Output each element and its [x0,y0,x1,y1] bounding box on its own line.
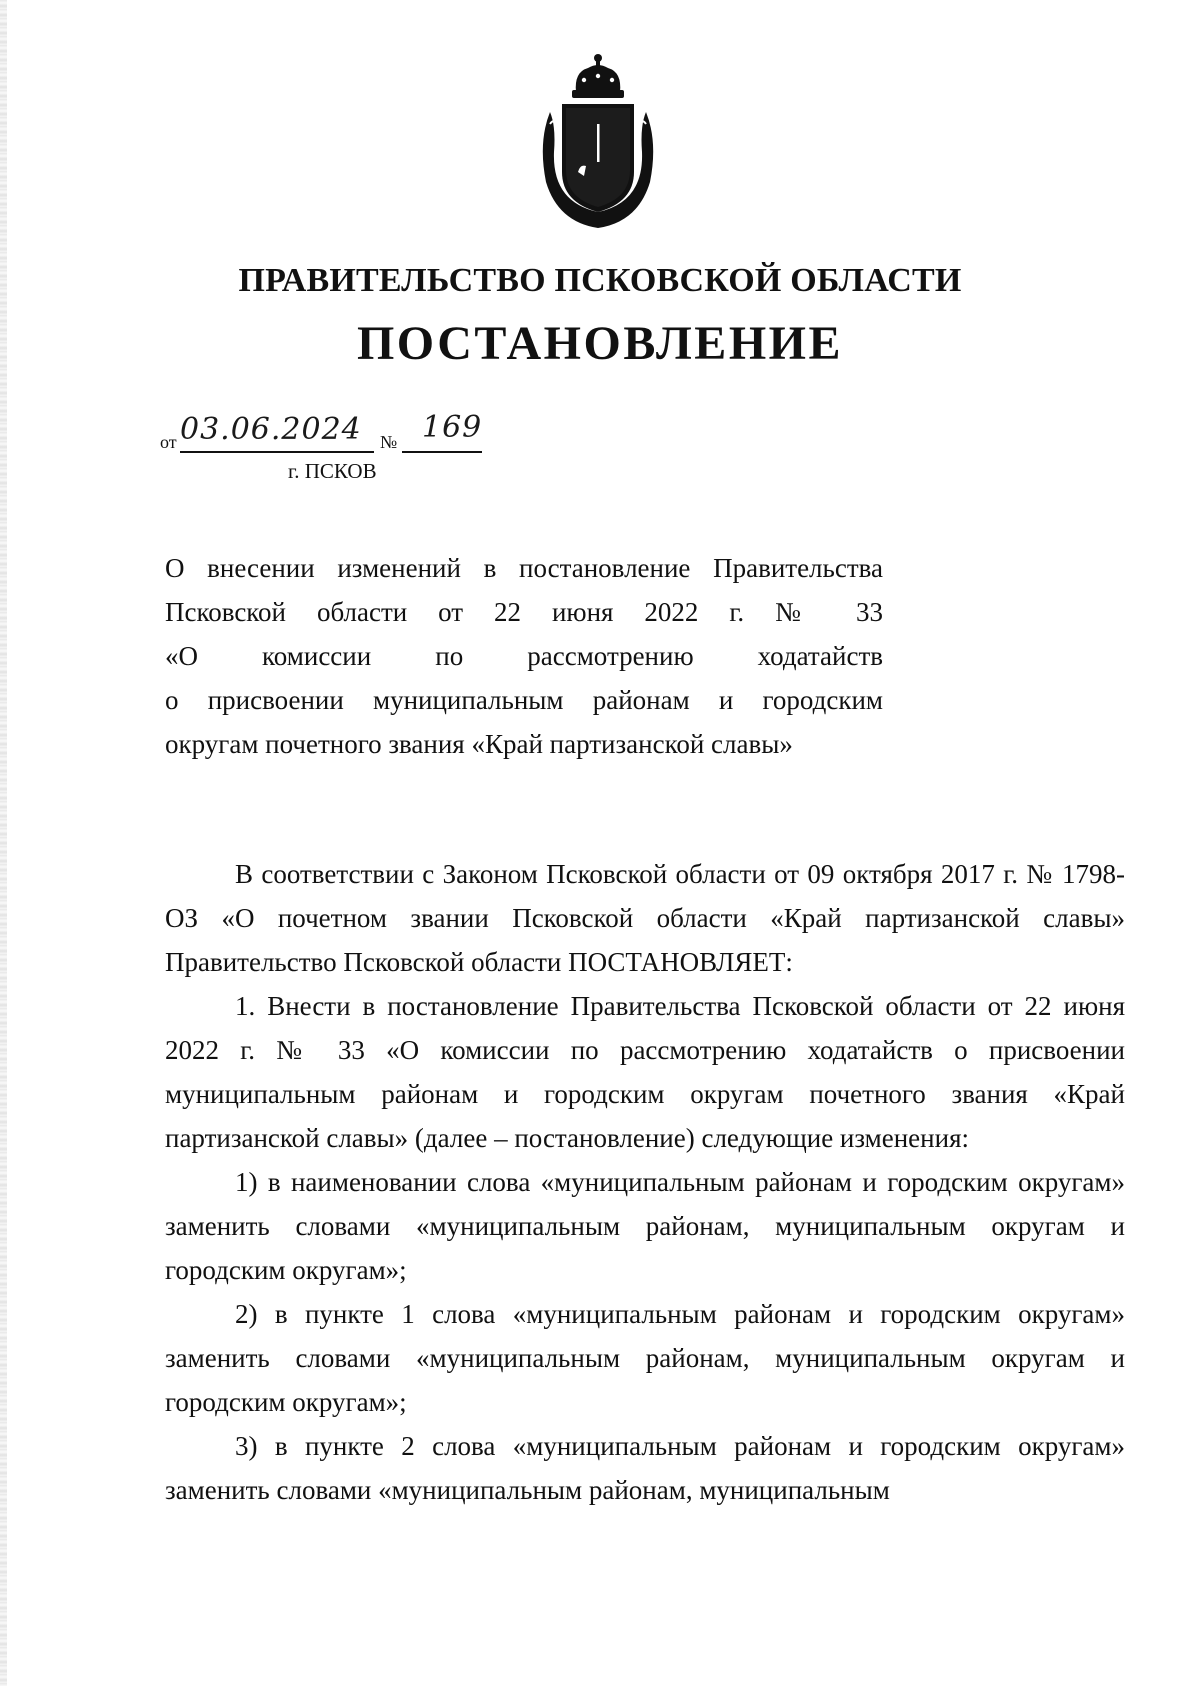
scan-edge [0,0,7,1686]
number-prefix: № [380,432,398,452]
document-body [165,852,1125,1512]
document-type-title: ПОСТАНОВЛЕНИЕ [356,317,844,370]
pskov-coat-of-arms-icon [528,52,668,232]
date-number-row [160,410,560,458]
subject-line: округам почетного звания «Край партизанской славы» [165,729,793,759]
body-paragraph: 1. Внести в постановление Правительства Псковской области от 22 июня 2022 г. № 33 «О комиссии по рассмотрению ходатайств о присвоении муниципальным районам и городским округам почетного звания «Край партизанской славы» (далее – постановление) следующие изменения: [165,991,1125,1153]
handwritten-number: 169 [422,410,483,445]
handwritten-date: 03.06.2024 [180,412,362,447]
date-underline [180,451,374,453]
document-subject [165,546,883,766]
subject-line: Псковской области от 22 июня 2022 г. № 33 [165,597,883,627]
body-paragraph: В соответствии с Законом Псковской области от 09 октября 2017 г. № 1798-ОЗ «О почетном звании Псковской области «Край партизанской славы» Правительство Псковской области ПОСТАНОВЛЯЕТ: [165,859,1125,977]
subject-line: «О комиссии по рассмотрению ходатайств [165,641,883,671]
organization-title: ПРАВИТЕЛЬСТВО ПСКОВСКОЙ ОБЛАСТИ [238,262,962,299]
subject-line: О внесении изменений в постановление Правительства [165,553,883,583]
date-prefix: от [160,432,177,452]
subject-line: о присвоении муниципальным районам и городским [165,685,883,715]
body-paragraph: 3) в пункте 2 слова «муниципальным районам и городским округам» заменить словами «муниципальным районам, муниципальным [165,1431,1125,1505]
city-label: г. ПСКОВ [288,459,377,483]
body-paragraph: 1) в наименовании слова «муниципальным районам и городским округам» заменить словами «муниципальным районам, муниципальным округам и городским округам»; [165,1167,1125,1285]
number-underline [402,451,482,453]
body-paragraph: 2) в пункте 1 слова «муниципальным районам и городским округам» заменить словами «муниципальным районам, муниципальным округам и городским округам»; [165,1299,1125,1417]
